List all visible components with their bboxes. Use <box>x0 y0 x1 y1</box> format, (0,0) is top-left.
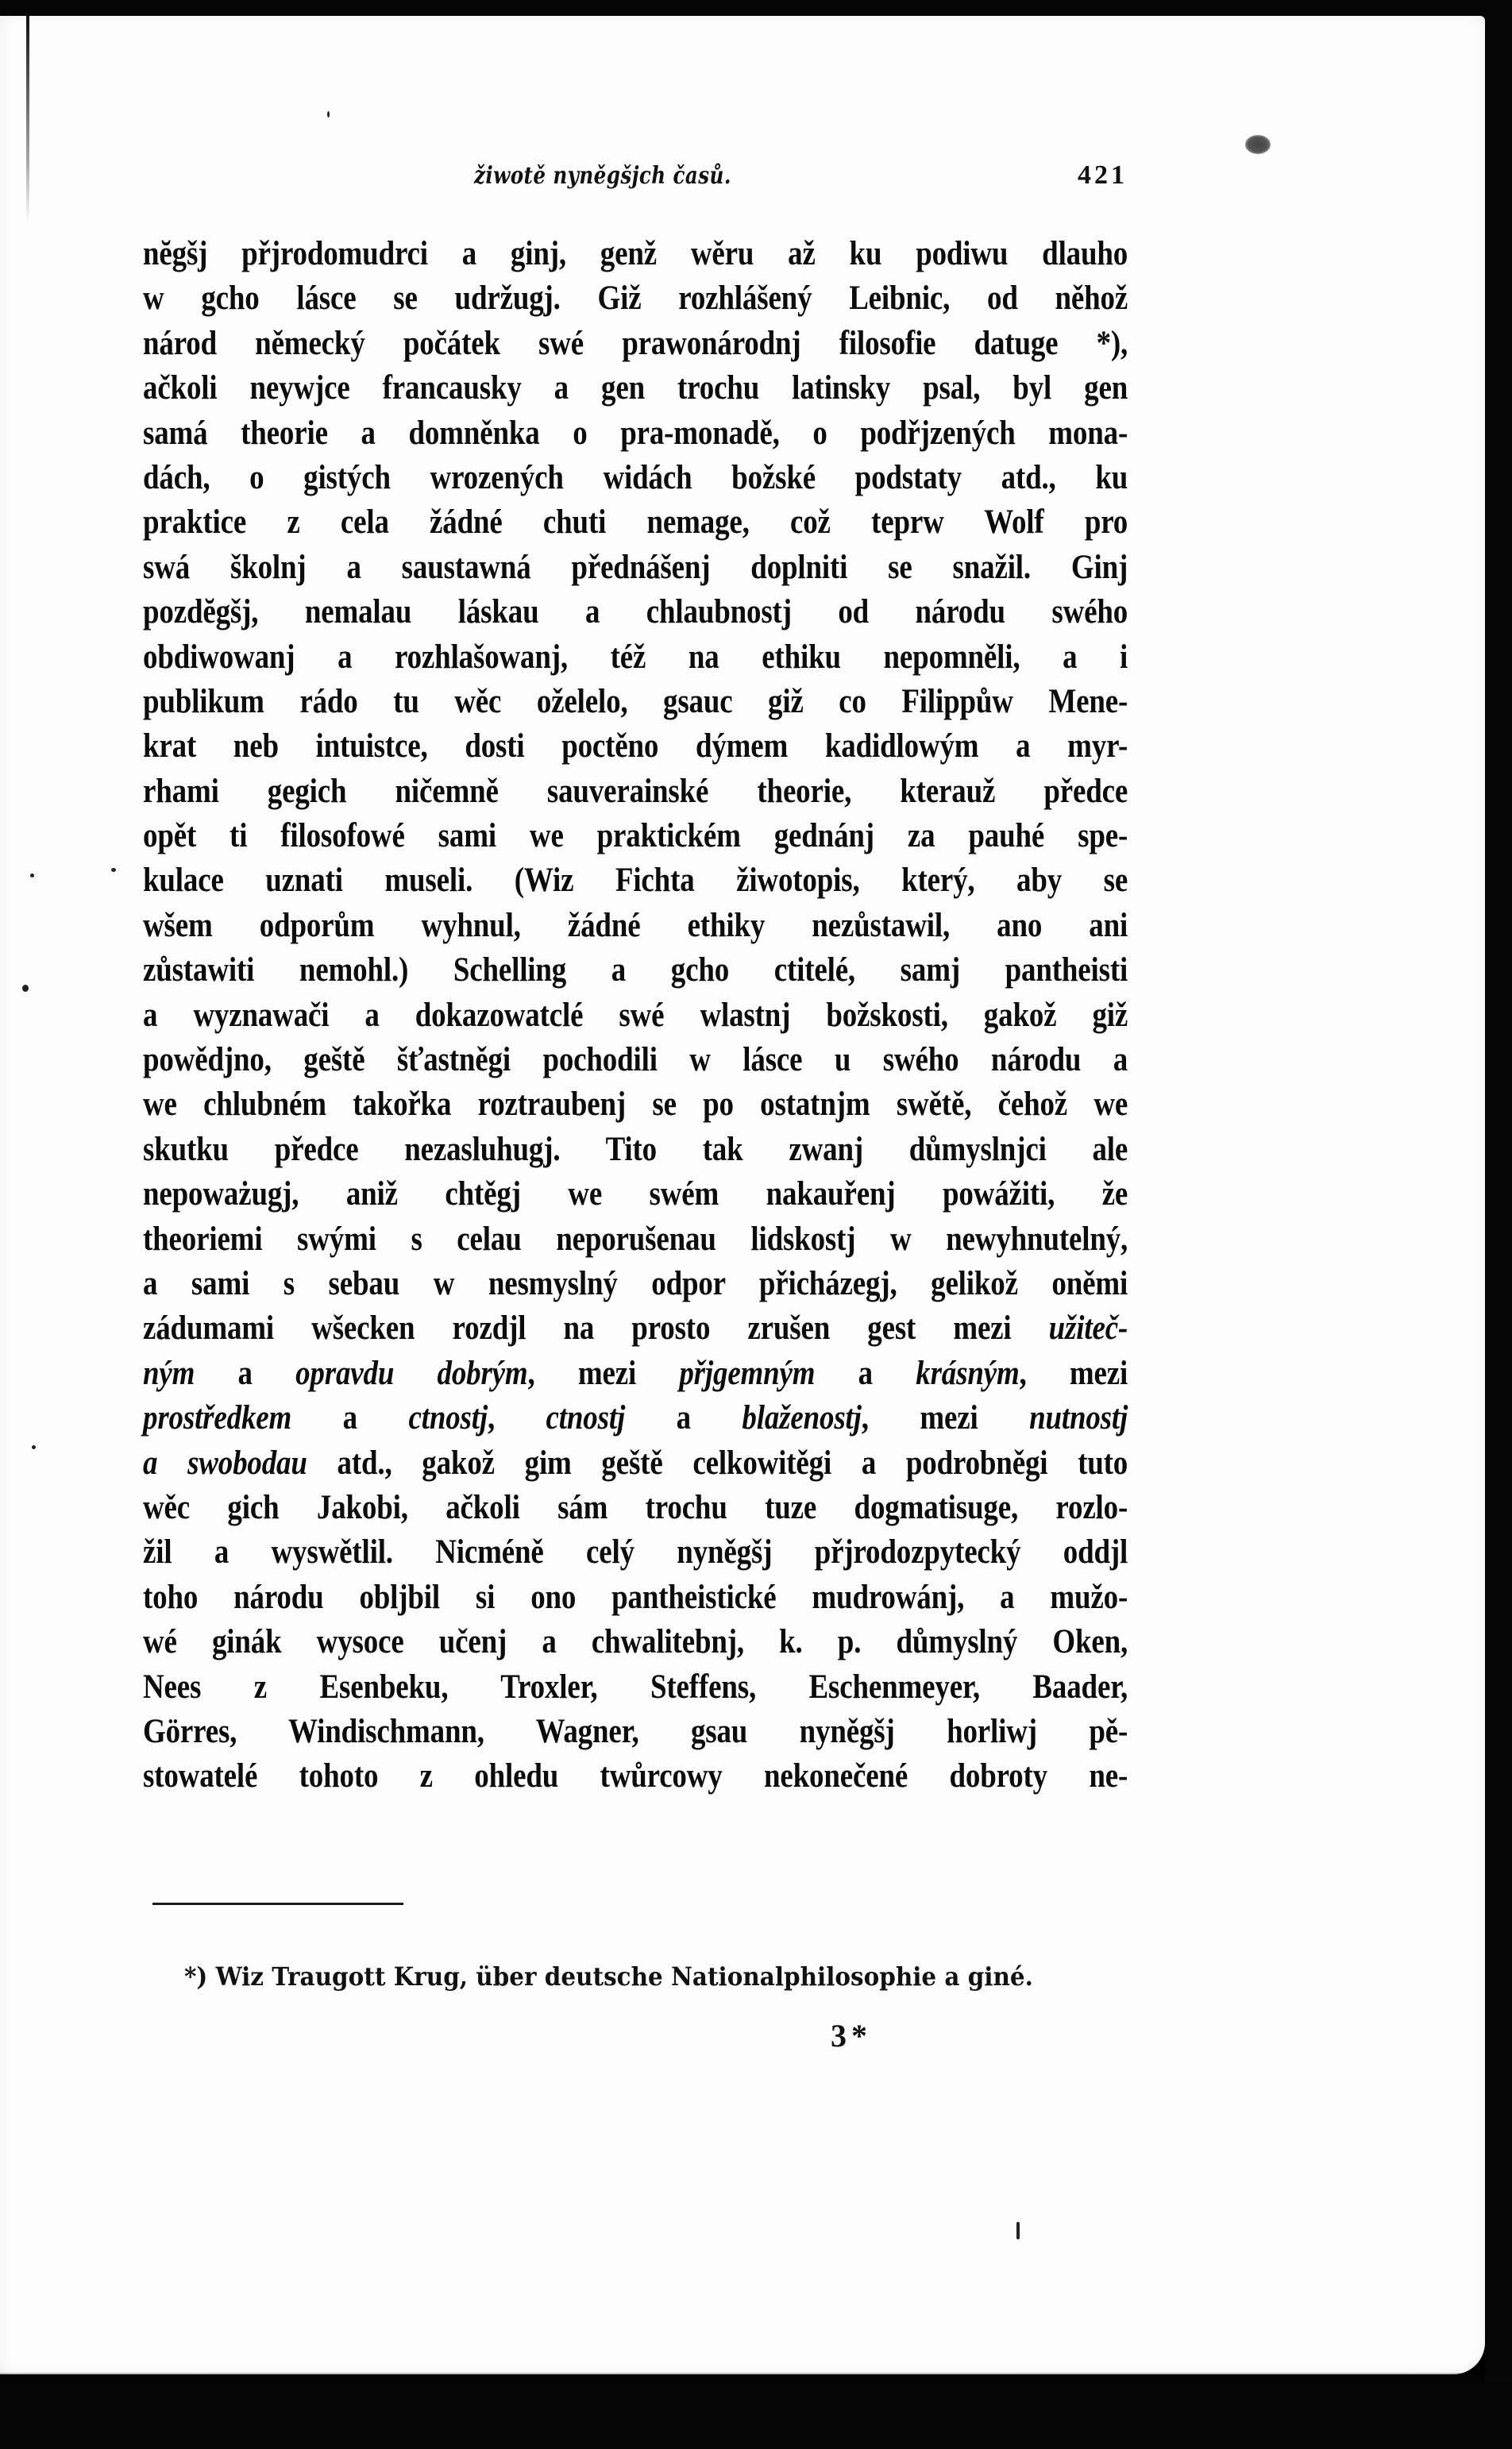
text-line: pozdĕgšj, nemalau láskau a chlaubnostj od národu swého <box>143 593 1128 631</box>
text-line: zůstawiti nemohl.) Schelling a gcho ctitelé, samj pantheisti <box>143 951 1128 989</box>
page-number: 421 <box>1078 160 1128 190</box>
text-line: w gcho lásce se udržugj. Giž rozhlášený Leibnic, od něhož <box>143 280 1128 318</box>
footnote: *) Wiz Traugott Krug, über deutsche Nationalphilosophie a giné. <box>184 1961 1033 1992</box>
text-line: kulace uznati museli. (Wiz Fichta žiwotopis, který, aby se <box>143 862 1128 900</box>
text-line: prostředkem a ctnostj, ctnostj a blaženostj, mezi nutnostj <box>143 1399 1128 1437</box>
text-line: ným a opravdu dobrým, mezi přjgemným a krásným, mezi <box>143 1354 1128 1392</box>
text-line: publikum rádo tu wěc oželelo, gsauc giž co Filippůw Mene- <box>143 682 1128 720</box>
ink-smudge <box>1245 135 1271 154</box>
text-line: nĕgšj přjrodomudrci a ginj, genž wěru až ku podiwu dlauho <box>143 235 1128 272</box>
binding-edge-line <box>26 16 29 222</box>
scan-speck <box>30 874 34 877</box>
running-title: žiwotě nyněgšjch časů. <box>474 162 731 190</box>
text-line: rhami gegich ničemně sauverainské theorie, kterauž předce <box>143 772 1128 810</box>
scan-speck <box>1016 2222 1020 2239</box>
text-line: praktice z cela žádné chuti nemage, což teprw Wolf pro <box>143 503 1128 542</box>
text-line: obdiwowanj a rozhlašowanj, též na ethiku nepomněli, a i <box>143 638 1128 676</box>
text-line: a wyznawači a dokazowatclé swé wlastnj božskosti, gakož giž <box>143 996 1128 1034</box>
scan-speck <box>22 985 29 992</box>
text-line: we chlubném takořka roztraubenj se po ostatnjm swětě, čehož we <box>143 1086 1128 1124</box>
text-line: a swobodau atd., gakož gim geště celkowitěgi a podrobněgi tuto <box>143 1444 1128 1482</box>
text-line: a sami s sebau w nesmyslný odpor přicházegj, gelikož oněmi <box>143 1264 1128 1302</box>
text-line: swá školnj a saustawná přednášenj doplniti se snažil. Ginj <box>143 548 1128 586</box>
scan-bottom-border <box>0 2373 1512 2449</box>
text-line: skutku předce nezasluhugj. Tito tak zwanj důmyslnjci ale <box>143 1130 1128 1168</box>
text-line: stowatelé tohoto z ohledu twůrcowy nekonečené dobroty ne- <box>143 1757 1128 1795</box>
text-line: toho národu obljbil si ono pantheistické mudrowánj, a mužo- <box>143 1578 1128 1616</box>
scan-speck <box>32 1445 36 1449</box>
text-line: žil a wyswětlil. Nicméně celý nyněgšj přjrodozpytecký oddjl <box>143 1533 1128 1572</box>
text-line: Görres, Windischmann, Wagner, gsau nyněgšj horliwj pě- <box>143 1712 1128 1750</box>
text-line: theoriemi swými s celau neporušenau lidskostj w newyhnutelný, <box>143 1220 1128 1258</box>
scan-speck <box>327 111 330 118</box>
footnote-rule <box>152 1903 403 1905</box>
text-line: národ německý počátek swé prawonárodnj filosofie datuge *), <box>143 324 1128 362</box>
text-line: powědjno, geště šťastněgi pochodili w lásce u swého národu a <box>143 1041 1128 1079</box>
scan-speck <box>111 868 116 872</box>
text-line: zádumami wšecken rozdjl na prosto zrušen gest mezi užiteč- <box>143 1309 1128 1348</box>
text-line: wšem odporům wyhnul, žádné ethiky nezůstawil, ano ani <box>143 906 1128 944</box>
text-line: wé ginák wysoce učenj a chwalitebnj, k. p. důmyslný Oken, <box>143 1623 1128 1661</box>
text-line: samá theorie a domněnka o pra-monadě, o podřjzených mona- <box>143 414 1128 452</box>
scan-right-border <box>1485 16 1512 2390</box>
text-line: Nees z Esenbeku, Troxler, Steffens, Eschenmeyer, Baader, <box>143 1668 1128 1706</box>
text-line: krat neb intuistce, dosti poctěno dýmem kadidlowým a myr- <box>143 727 1128 766</box>
running-header <box>143 159 1128 199</box>
text-line: nepoważugj, aniž chtěgj we swém nakauřenj powážiti, že <box>143 1175 1128 1213</box>
text-line: dách, o gistých wrozených widách božské podstaty atd., ku <box>143 458 1128 496</box>
text-line: wěc gich Jakobi, ačkoli sám trochu tuze dogmatisuge, rozlo- <box>143 1488 1128 1526</box>
body-text <box>143 232 1128 1799</box>
text-line: ačkoli neywjce francausky a gen trochu latinsky psal, byl gen <box>143 369 1128 407</box>
signature-mark: 3* <box>831 2018 872 2054</box>
text-line: opět ti filosofowé sami we praktickém gednánj za pauhé spe- <box>143 817 1128 855</box>
